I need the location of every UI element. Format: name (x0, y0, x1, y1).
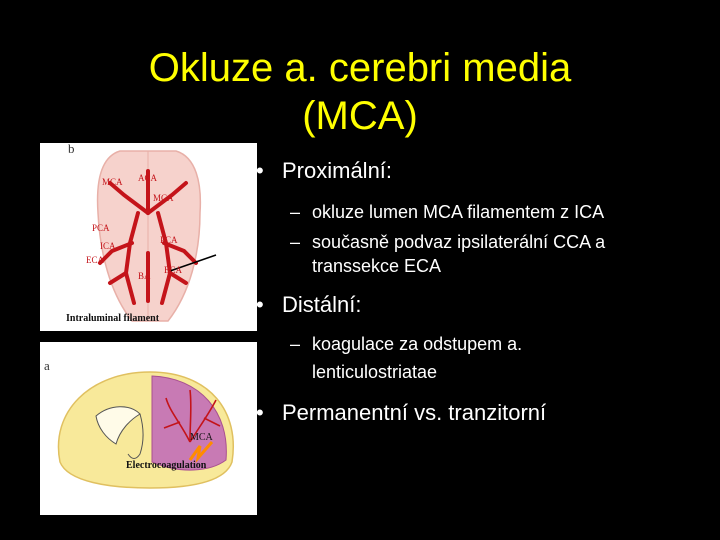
label-mca-bottom: MCA (190, 432, 213, 443)
sub-bullet-dash: – (290, 232, 301, 252)
bullet-dot: • (256, 400, 264, 425)
bullet-dot: • (256, 158, 264, 183)
bullet-item-permanent (254, 398, 714, 428)
slide-title (80, 44, 640, 140)
bullet-text: Proximální: (282, 158, 393, 183)
sub-bullet-text: současně podvaz ipsilaterální CCA a (312, 232, 606, 252)
caption-electrocoagulation: Electrocoagulation (126, 460, 207, 471)
label-pca-right: PCA (160, 235, 178, 245)
label-mca-right: MCA (153, 193, 174, 203)
sub-bullet-text-cont: lenticulostriatae (312, 362, 438, 382)
brain-section-diagram (40, 342, 257, 515)
label-ba: BA (138, 271, 151, 281)
bullet-item-distal (254, 290, 714, 384)
bullet-list (254, 152, 714, 428)
bullet-item-proximal (254, 156, 714, 278)
sub-bullet-text: okluze lumen MCA filamentem z ICA (312, 202, 605, 222)
sub-bullet-text: koagulace za odstupem a. (312, 334, 523, 354)
vessel-diagram (40, 143, 257, 331)
sub-bullet-text-cont: transsekce ECA (312, 256, 442, 276)
label-ica: ICA (100, 241, 116, 251)
label-aca: ACA (138, 173, 158, 183)
label-mca-left: MCA (102, 177, 123, 187)
title-line-1: Okluze a. cerebri media (148, 46, 572, 90)
bullet-text: Distální: (282, 292, 362, 317)
label-eca-left: ECA (86, 255, 104, 265)
title-line-2: (MCA) (302, 94, 418, 138)
bullet-text: Permanentní vs. tranzitorní (282, 400, 547, 425)
caption-intraluminal: Intraluminal filament (66, 313, 160, 324)
figure-intraluminal-filament (40, 143, 257, 331)
label-pca-left: PCA (92, 223, 110, 233)
sub-bullet-dash: – (290, 334, 301, 354)
label-eca-right: ECA (164, 265, 182, 275)
sub-bullet-dash: – (290, 202, 301, 222)
figure-electrocoagulation (40, 342, 257, 515)
panel-letter-b: b (68, 143, 75, 156)
panel-letter-a: a (44, 358, 50, 373)
bullet-dot: • (256, 292, 264, 317)
